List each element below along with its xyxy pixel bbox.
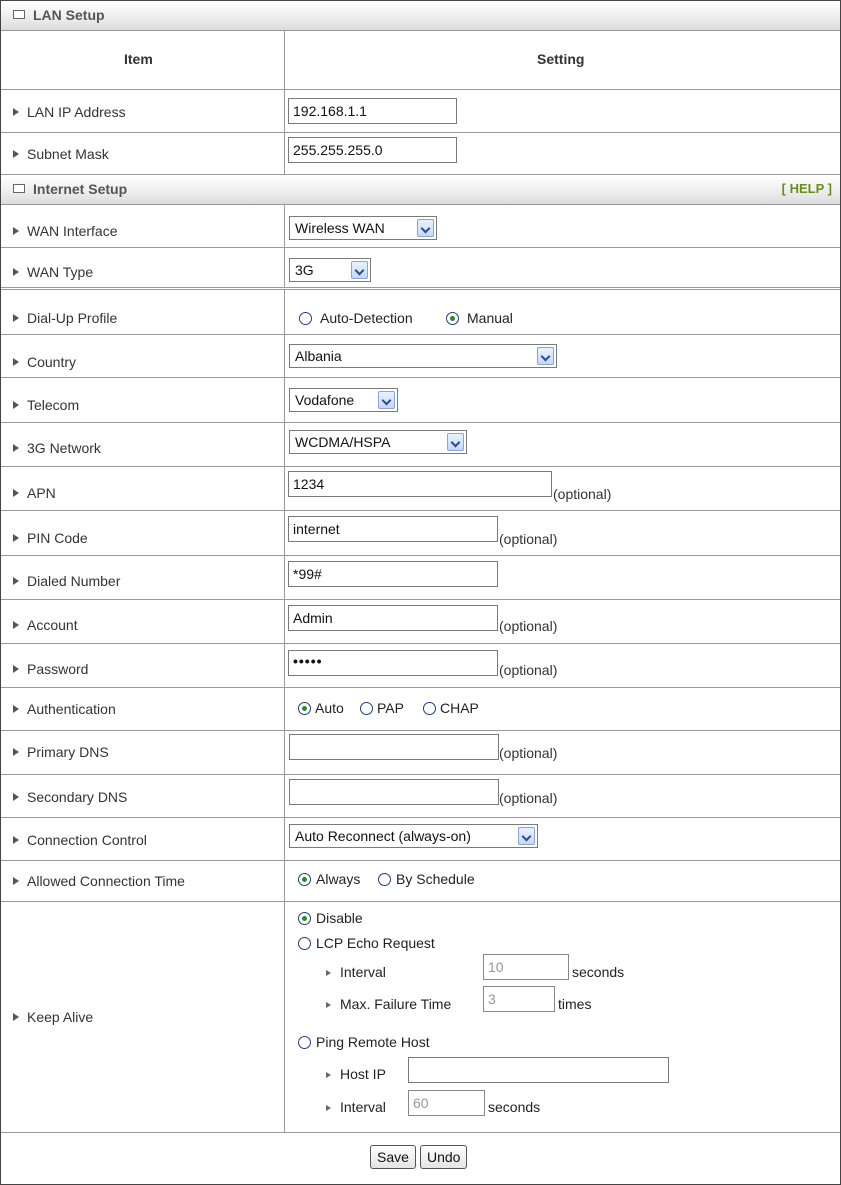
apn-optional-note: (optional)	[553, 486, 612, 502]
ping-hostip-input[interactable]	[408, 1057, 669, 1083]
chevron-down-icon[interactable]	[447, 433, 464, 451]
bullet-triangle-icon	[326, 1105, 331, 1111]
lcp-interval-input[interactable]	[483, 954, 569, 980]
keepalive-disable-radio[interactable]	[298, 912, 311, 925]
dialup-auto-text: Auto-Detection	[320, 310, 413, 326]
telecom-row	[1, 378, 840, 423]
bullet-triangle-icon	[13, 444, 19, 452]
bullet-triangle-icon	[326, 1072, 331, 1078]
bullet-triangle-icon	[13, 108, 19, 116]
wan-type-value: 3G	[295, 262, 314, 278]
pin-input[interactable]	[288, 516, 498, 542]
country-row	[1, 335, 840, 378]
connection-control-select[interactable]	[289, 824, 538, 848]
bullet-triangle-icon	[13, 150, 19, 158]
dialup-manual-text: Manual	[467, 310, 513, 326]
time-always-text: Always	[316, 871, 361, 887]
wan-interface-label: WAN Interface	[27, 223, 118, 239]
allowed-time-row	[1, 861, 840, 902]
primary-dns-input[interactable]	[289, 734, 499, 760]
dialed-number-row	[1, 556, 840, 600]
secondary-dns-optional-note: (optional)	[499, 790, 558, 806]
bullet-triangle-icon	[326, 1002, 331, 1008]
lan-ip-row	[1, 90, 840, 133]
password-mask: •••••	[293, 653, 323, 669]
bullet-triangle-icon	[13, 577, 19, 585]
wan-interface-row	[1, 205, 840, 248]
bullet-triangle-icon	[13, 621, 19, 629]
lan-setup-title: LAN Setup	[33, 7, 105, 23]
keep-alive-row	[1, 902, 840, 1133]
lcp-maxfail-unit: times	[558, 996, 592, 1012]
telecom-value: Vodafone	[295, 392, 355, 408]
chevron-down-icon[interactable]	[417, 219, 434, 237]
primary-dns-optional-note: (optional)	[499, 745, 558, 761]
keepalive-lcp-text: LCP Echo Request	[316, 935, 435, 951]
wan-type-label: WAN Type	[27, 264, 94, 280]
password-optional-note: (optional)	[499, 662, 558, 678]
apn-input[interactable]	[288, 471, 552, 497]
password-input[interactable]	[288, 650, 498, 676]
account-label: Account	[27, 617, 78, 633]
subnet-mask-input[interactable]	[288, 137, 457, 163]
keepalive-ping-radio[interactable]	[298, 1036, 311, 1049]
network-row	[1, 423, 840, 467]
account-row	[1, 600, 840, 644]
bullet-triangle-icon	[13, 793, 19, 801]
section-icon	[13, 184, 25, 193]
ping-interval-unit: seconds	[488, 1099, 541, 1115]
bullet-triangle-icon	[13, 665, 19, 673]
subnet-mask-label: Subnet Mask	[27, 146, 109, 162]
bullet-triangle-icon	[13, 705, 19, 713]
bullet-triangle-icon	[13, 836, 19, 844]
column-header-row	[1, 31, 840, 90]
network-select[interactable]	[289, 430, 467, 454]
auth-pap-text: PAP	[377, 700, 404, 716]
dialup-manual-radio[interactable]	[446, 312, 459, 325]
bullet-triangle-icon	[13, 358, 19, 366]
keepalive-ping-text: Ping Remote Host	[316, 1034, 430, 1050]
pin-optional-note: (optional)	[499, 531, 558, 547]
dialed-number-label: Dialed Number	[27, 573, 121, 589]
internet-setup-header	[1, 175, 840, 205]
apn-row	[1, 467, 840, 511]
wan-type-select[interactable]	[289, 258, 371, 282]
connection-control-row	[1, 818, 840, 861]
authentication-label: Authentication	[27, 701, 116, 717]
lcp-interval-label: Interval	[340, 964, 386, 980]
bullet-triangle-icon	[13, 314, 19, 322]
country-select[interactable]	[289, 344, 557, 368]
ping-interval-label: Interval	[340, 1099, 386, 1115]
lan-ip-input[interactable]	[288, 98, 457, 124]
chevron-down-icon[interactable]	[378, 391, 395, 409]
wan-interface-value: Wireless WAN	[295, 220, 385, 236]
auth-auto-radio[interactable]	[298, 702, 311, 715]
save-button[interactable]: Save	[370, 1145, 416, 1169]
secondary-dns-input[interactable]	[289, 779, 499, 805]
bullet-triangle-icon	[13, 534, 19, 542]
wan-type-row	[1, 248, 840, 290]
bullet-triangle-icon	[13, 401, 19, 409]
auth-pap-radio[interactable]	[360, 702, 373, 715]
dialup-auto-radio[interactable]	[299, 312, 312, 325]
chevron-down-icon[interactable]	[351, 261, 368, 279]
secondary-dns-row	[1, 775, 840, 818]
ping-interval-input[interactable]	[408, 1090, 485, 1116]
allowed-time-label: Allowed Connection Time	[27, 873, 185, 889]
lcp-maxfail-label: Max. Failure Time	[340, 996, 452, 1012]
auth-auto-text: Auto	[315, 700, 344, 716]
auth-chap-text: CHAP	[440, 700, 479, 716]
country-label: Country	[27, 354, 77, 370]
network-value: WCDMA/HSPA	[295, 434, 391, 450]
wan-interface-select[interactable]	[289, 216, 437, 240]
time-schedule-text: By Schedule	[396, 871, 475, 887]
keepalive-lcp-radio[interactable]	[298, 937, 311, 950]
bullet-triangle-icon	[13, 227, 19, 235]
lan-ip-label: LAN IP Address	[27, 104, 126, 120]
lcp-interval-unit: seconds	[572, 964, 625, 980]
subnet-mask-row	[1, 133, 840, 175]
primary-dns-label: Primary DNS	[27, 744, 109, 760]
undo-button[interactable]: Undo	[420, 1145, 467, 1169]
column-header-setting: Setting	[537, 51, 585, 67]
pin-row	[1, 511, 840, 556]
bullet-triangle-icon	[13, 748, 19, 756]
bullet-triangle-icon	[13, 877, 19, 885]
bullet-triangle-icon	[326, 970, 331, 976]
pin-label: PIN Code	[27, 530, 88, 546]
secondary-dns-label: Secondary DNS	[27, 789, 128, 805]
bullet-triangle-icon	[13, 1013, 19, 1021]
auth-chap-radio[interactable]	[423, 702, 436, 715]
time-always-radio[interactable]	[298, 873, 311, 886]
help-link[interactable]: [ HELP ]	[781, 181, 832, 196]
lcp-maxfail-input[interactable]	[483, 986, 555, 1012]
bullet-triangle-icon	[13, 489, 19, 497]
telecom-select[interactable]	[289, 388, 398, 412]
primary-dns-row	[1, 731, 840, 775]
keepalive-disable-text: Disable	[316, 910, 363, 926]
network-label: 3G Network	[27, 440, 101, 456]
internet-setup-title: Internet Setup	[33, 181, 128, 197]
column-header-item: Item	[124, 51, 153, 67]
apn-label: APN	[27, 485, 56, 501]
lan-setup-header	[1, 1, 840, 31]
dialed-number-input[interactable]	[288, 561, 498, 587]
section-icon	[13, 10, 25, 19]
password-row	[1, 644, 840, 688]
chevron-down-icon[interactable]	[518, 827, 535, 845]
ping-hostip-label: Host IP	[340, 1066, 386, 1082]
account-optional-note: (optional)	[499, 618, 558, 634]
country-value: Albania	[295, 348, 342, 364]
telecom-label: Telecom	[27, 397, 80, 413]
time-schedule-radio[interactable]	[378, 873, 391, 886]
password-label: Password	[27, 661, 89, 677]
connection-control-value: Auto Reconnect (always-on)	[295, 828, 471, 844]
dialup-profile-label: Dial-Up Profile	[27, 310, 118, 326]
account-input[interactable]	[288, 605, 498, 631]
dialup-profile-row	[1, 290, 840, 335]
button-row	[1, 1133, 840, 1184]
chevron-down-icon[interactable]	[537, 347, 554, 365]
connection-control-label: Connection Control	[27, 832, 147, 848]
keep-alive-label: Keep Alive	[27, 1009, 94, 1025]
authentication-row	[1, 688, 840, 731]
bullet-triangle-icon	[13, 268, 19, 276]
